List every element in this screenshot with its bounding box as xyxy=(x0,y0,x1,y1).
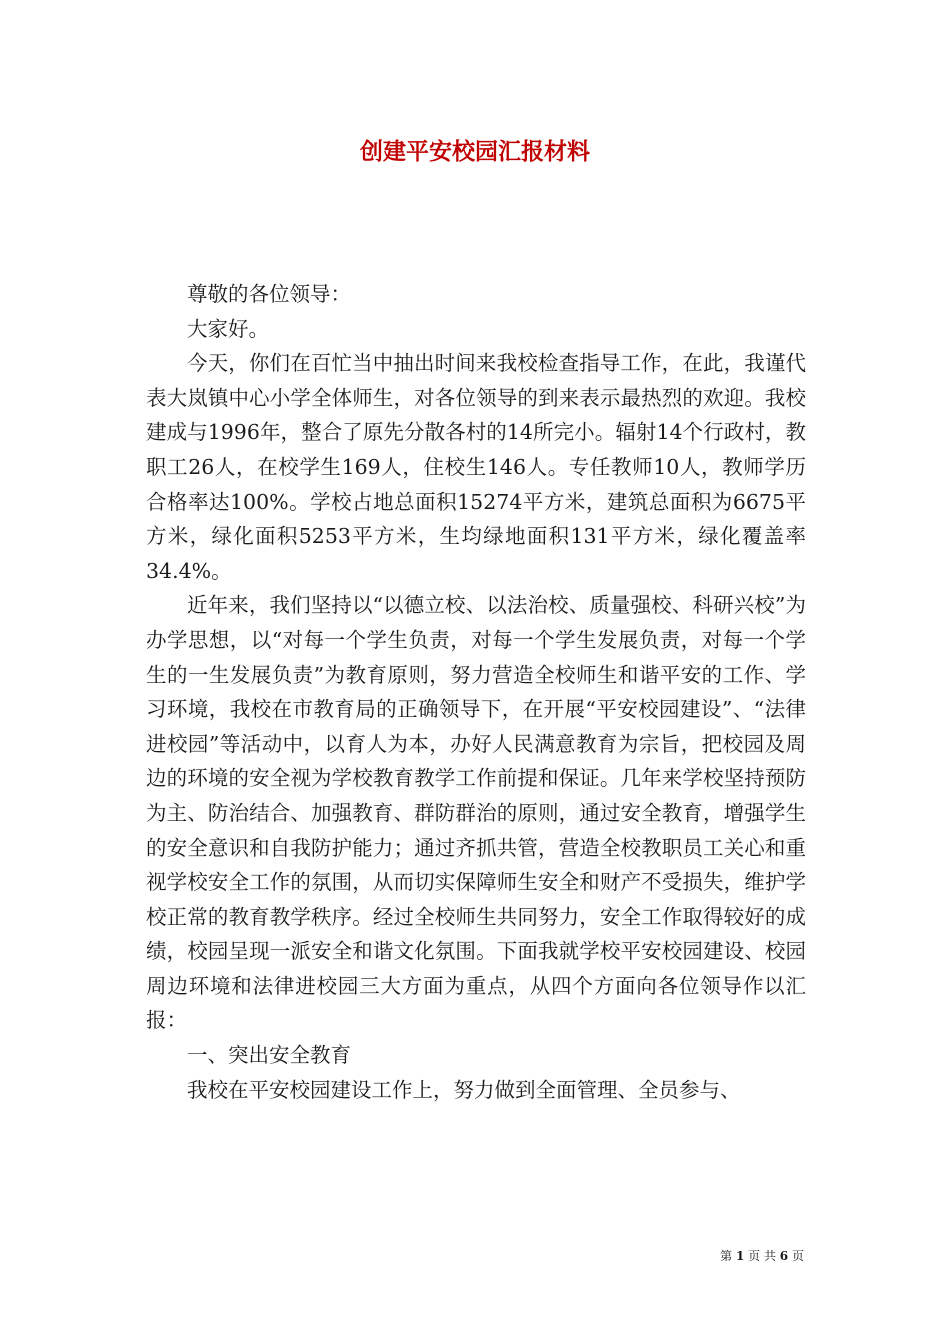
paragraph-section-1: 我校在平安校园建设工作上，努力做到全面管理、全员参与、 xyxy=(187,1077,741,1102)
document-title: 创建平安校园汇报材料 xyxy=(360,138,590,165)
section-heading-1: 一、突出安全教育 xyxy=(187,1043,351,1068)
paragraph-overview: 近年来，我们坚持以“以德立校、以法治校、质量强校、科研兴校”为办学思想，以“对每一个学生负责，对每一个学生发展负责，对每一个学生的一生发展负责”为教育原则，努力营造全校师生和谐平安的工作、学习环境，我校在市教育局的正确领导下，在开展“平安校园建设”、“法律进校园”等活动中，以育人为本，办好人民满意教育为宗旨，把校园及周边的环境的安全视为学校教育教学工作前提和保证。几年来学校坚持预防为主、防治结合、加强教育、群防群治的原则，通过安全教育，增强学生的安全意识和自我防护能力；通过齐抓共管，营造全校教职员工关心和重视学校安全工作的氛围，从而切实保障师生安全和财产不受损失，维护学校正常的教育教学秩序。经过全校师生共同努力，安全工作取得较好的成绩，校园呈现一派安全和谐文化氛围。下面我就学校平安校园建设、校园周边环境和法律进校园三大方面为重点，从四个方面向各位领导作以汇报： xyxy=(146,593,806,1033)
footer-middle: 页 共 xyxy=(748,1249,776,1263)
footer-prefix: 第 xyxy=(720,1249,733,1263)
footer-total-pages: 6 xyxy=(779,1249,789,1263)
page-number-footer xyxy=(720,1247,804,1264)
paragraph-salutation: 尊敬的各位领导： xyxy=(187,282,351,306)
footer-suffix: 页 xyxy=(791,1249,804,1263)
document-body xyxy=(146,277,806,1107)
paragraph-greeting: 大家好。 xyxy=(187,316,269,341)
footer-current-page: 1 xyxy=(735,1249,745,1263)
paragraph-introduction: 今天，你们在百忙当中抽出时间来我校检查指导工作，在此，我谨代表大岚镇中心小学全体师生，对各位领导的到来表示最热烈的欢迎。我校建成与1996年，整合了原先分散各村的14所完小。辐射14个行政村，教职工26人，在校学生169人，住校生146人。专任教师10人，教师学历合格率达100%。学校占地总面积15274平方米，建筑总面积为6675平方米，绿化面积5253平方米，生均绿地面积131平方米，绿化覆盖率34.4%。 xyxy=(146,351,806,583)
